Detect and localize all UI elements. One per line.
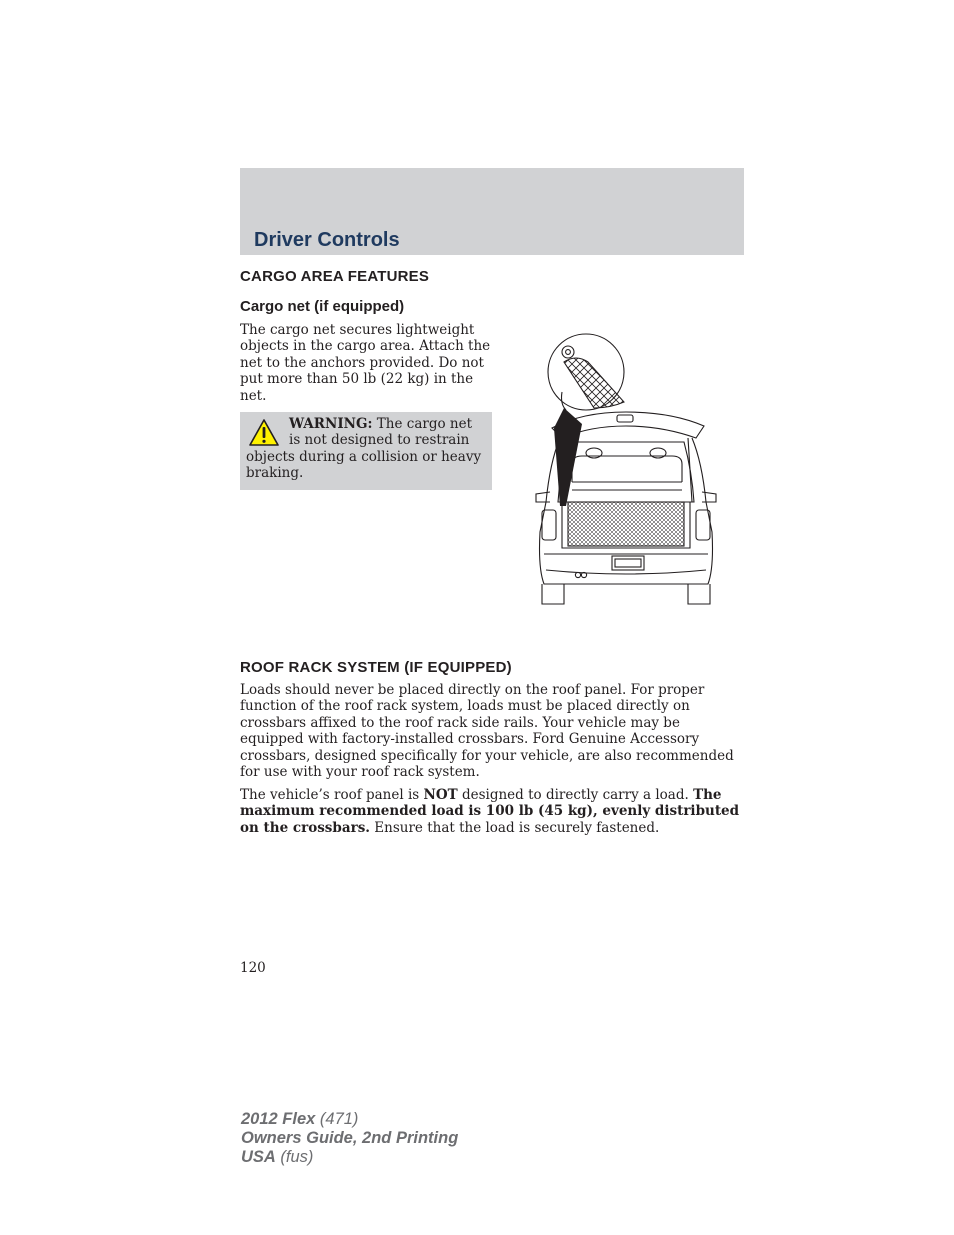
body-line: for use with your roof rack system. [240, 764, 480, 781]
warning-line: objects during a collision or heavy [246, 448, 482, 465]
body-text-run: Ensure that the load is securely fastened. [370, 819, 660, 836]
section-header-band [240, 168, 744, 255]
max-load-text: maximum recommended load is 100 lb (45 kg), evenly distributed [240, 803, 740, 820]
footer-model: 2012 Flex [241, 1110, 316, 1128]
cargo-net-description [240, 322, 500, 404]
footer-region-code: (fus) [275, 1148, 314, 1166]
roof-rack-paragraph-2 [240, 787, 744, 836]
roof-rack-heading: ROOF RACK SYSTEM (IF EQUIPPED) [240, 659, 512, 676]
max-load-text: The [693, 787, 722, 803]
section-title: Driver Controls [254, 229, 400, 251]
body-line: function of the roof rack system, loads must be placed directly on [240, 698, 690, 715]
body-line: put more than 50 lb (22 kg) in the [240, 371, 474, 388]
max-load-text: on the crossbars. [240, 819, 370, 836]
footer-region: USA [241, 1148, 276, 1166]
roof-rack-paragraph-1 [240, 682, 744, 780]
emphasis-not: NOT [423, 787, 458, 803]
warning-lead: WARNING: [289, 416, 373, 432]
cargo-area-heading: CARGO AREA FEATURES [240, 268, 430, 285]
body-text-run: The vehicle’s roof panel is [240, 787, 424, 803]
page-number: 120 [240, 960, 266, 976]
body-line: The cargo net secures lightweight [240, 322, 475, 338]
body-line: net. [240, 387, 267, 404]
body-line: net to the anchors provided. Do not [240, 354, 484, 371]
warning-box [240, 412, 492, 490]
warning-line: The cargo net [372, 416, 473, 432]
warning-line: is not designed to restrain [289, 432, 470, 449]
body-text-run: designed to directly carry a load. [457, 787, 694, 803]
warning-text [246, 416, 489, 482]
body-line: objects in the cargo area. Attach the [240, 338, 491, 355]
cargo-net-subheading: Cargo net (if equipped) [240, 298, 405, 315]
body-line: crossbars, designed specifically for your vehicle, are also recommended [240, 747, 734, 764]
cargo-net-vehicle-illustration [532, 332, 720, 606]
body-line: equipped with factory-installed crossbars. Ford Genuine Accessory [240, 731, 700, 748]
footer-code: (471) [315, 1110, 359, 1128]
document-footer [241, 1110, 458, 1167]
body-line: crossbars affixed to the roof rack side rails. Your vehicle may be [240, 714, 680, 731]
footer-guide: Owners Guide, 2nd Printing [241, 1129, 459, 1147]
warning-line: braking. [246, 465, 304, 482]
body-line: Loads should never be placed directly on the roof panel. For proper [240, 682, 705, 698]
